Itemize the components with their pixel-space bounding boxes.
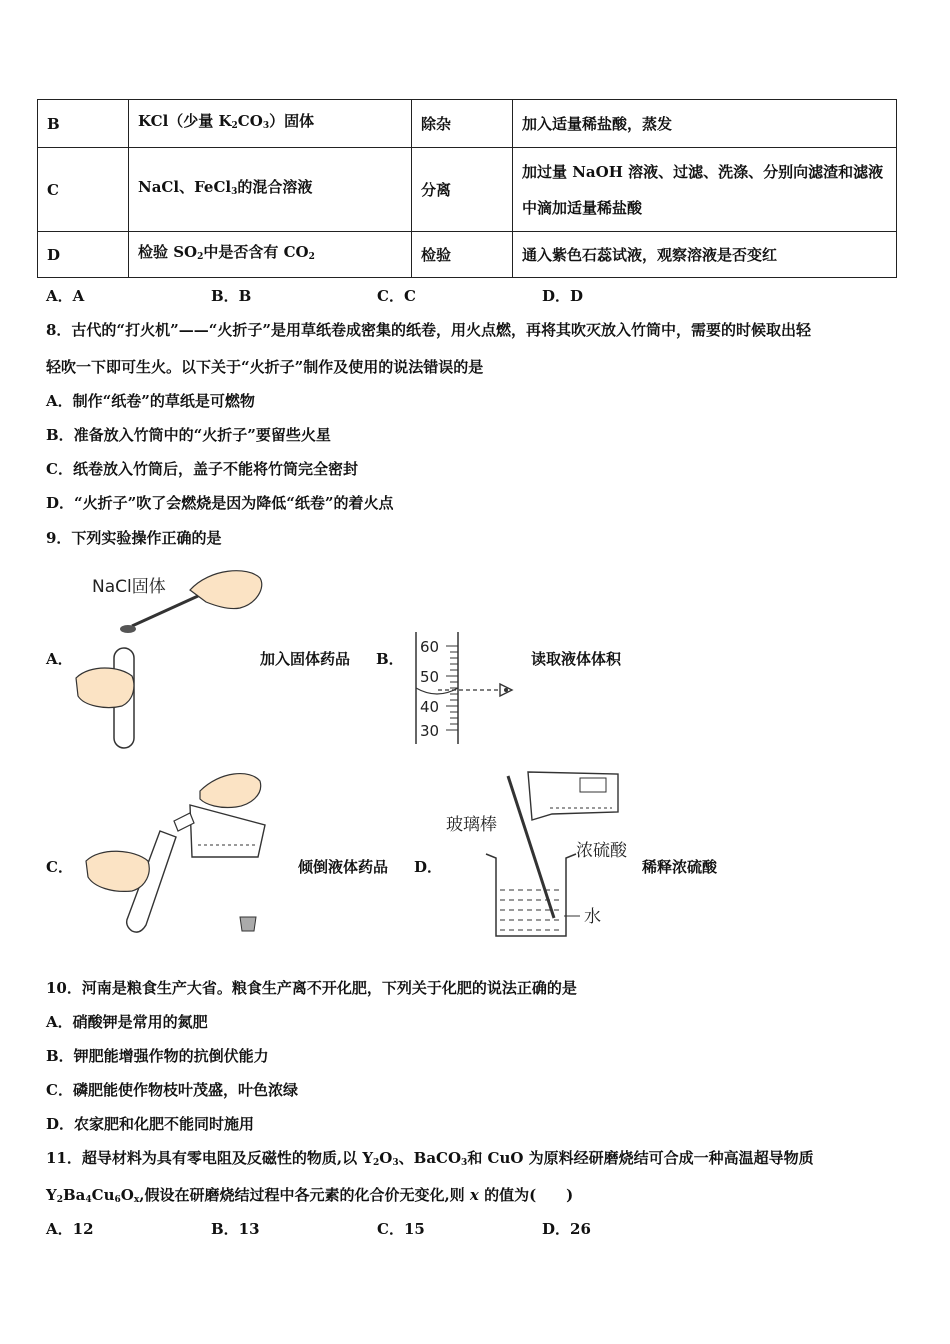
- q8-option-c[interactable]: C．纸卷放入竹筒后，盖子不能将竹筒完全密封: [46, 460, 358, 478]
- row-method: 通入紫色石蕊试液，观察溶液是否变红: [513, 232, 897, 278]
- conc-acid-label: 浓硫酸: [576, 841, 627, 861]
- water-label: 水: [584, 907, 601, 927]
- q9-c-letter[interactable]: C．: [46, 858, 73, 876]
- row-letter: C: [38, 148, 129, 232]
- q7-choice-b[interactable]: B．B: [211, 287, 252, 305]
- q9-c-caption: 倾倒液体药品: [298, 858, 389, 876]
- spoon-icon: [132, 596, 198, 626]
- table-row: [38, 232, 897, 278]
- q11-choice-d[interactable]: D．26: [542, 1220, 591, 1238]
- row-method: 加过量 NaOH 溶液、过滤、洗涤、分别向滤渣和滤液 中滴加适量稀盐酸: [513, 148, 897, 232]
- row-letter: D: [38, 232, 129, 278]
- stopper-icon: [240, 917, 256, 931]
- reagent-bottle-icon: [190, 805, 265, 857]
- pour-liquid-figure: [80, 765, 280, 940]
- hand-icon: [86, 851, 149, 891]
- q9-stem: 9．下列实验操作正确的是: [46, 529, 222, 547]
- hand-icon: [200, 774, 261, 808]
- table-row: [38, 100, 897, 148]
- q10-option-b[interactable]: B．钾肥能增强作物的抗倒伏能力: [46, 1047, 269, 1065]
- hand-icon: [190, 571, 262, 609]
- hand-icon: [76, 668, 134, 708]
- q8-stem-line1: 8．古代的“打火机”——“火折子”是用草纸卷成密集的纸卷，用火点燃，再将其吹灭放入竹筒中，需要的时候取出轻: [46, 321, 811, 339]
- q9-a-caption: 加入固体药品: [260, 650, 351, 668]
- row-purpose: 检验: [412, 232, 513, 278]
- q11-choice-b[interactable]: B．13: [211, 1220, 260, 1238]
- options-table: [37, 99, 897, 278]
- q10-option-d[interactable]: D．农家肥和化肥不能同时施用: [46, 1115, 255, 1133]
- row-item: KCl（少量 $K_2CO_3$）固体: [129, 100, 412, 148]
- q11-stem-line2: $Y_2Ba_4Cu_6O_x$,假设在研磨烧结过程中各元素的化合价无变化,则 x 的值为( ): [46, 1186, 574, 1205]
- dilute-acid-figure: [440, 768, 640, 940]
- bottle-label-icon: [580, 778, 606, 792]
- row-item: 检验 $SO_2$中是否含有 $CO_2$: [129, 232, 412, 278]
- q7-choice-c[interactable]: C．C: [377, 287, 416, 305]
- spoon-bowl-icon: [120, 625, 136, 633]
- q11-choice-a[interactable]: A．12: [46, 1220, 94, 1238]
- q8-stem-line2: 轻吹一下即可生火。以下关于“火折子”制作及使用的说法错误的是: [46, 358, 484, 376]
- tick-label: 40: [420, 698, 440, 716]
- q9-d-caption: 稀释浓硫酸: [642, 858, 718, 876]
- q7-choice-a[interactable]: A．A: [46, 287, 85, 305]
- q10-option-a[interactable]: A．硝酸钾是常用的氮肥: [46, 1013, 208, 1031]
- row-purpose: 除杂: [412, 100, 513, 148]
- row-method: 加入适量稀盐酸，蒸发: [513, 100, 897, 148]
- tick-label: 50: [420, 668, 440, 686]
- nacl-solid-label: NaCl固体: [92, 577, 166, 597]
- q9-d-letter[interactable]: D．: [414, 858, 443, 876]
- row-item: NaCl、FeCl$_3$的混合溶液: [129, 148, 412, 232]
- tick-label: 30: [420, 722, 440, 740]
- add-solid-figure: [70, 560, 270, 755]
- meniscus-icon: [416, 688, 458, 694]
- q7-choice-d[interactable]: D．D: [542, 287, 584, 305]
- glass-rod-label: 玻璃棒: [446, 815, 497, 835]
- q11-choice-c[interactable]: C．15: [377, 1220, 425, 1238]
- q11-stem-line1: 11．超导材料为具有零电阻及反磁性的物质,以 $Y_2O_3$、BaCO$_3$和 CuO 为原料经研磨烧结可合成一种高温超导物质: [46, 1149, 814, 1168]
- q9-b-letter[interactable]: B．: [376, 650, 404, 668]
- q10-option-c[interactable]: C．磷肥能使作物枝叶茂盛，叶色浓绿: [46, 1081, 298, 1099]
- beaker-icon: [486, 854, 576, 936]
- q9-b-caption: 读取液体体积: [531, 650, 622, 668]
- graduated-cylinder-figure: [404, 628, 534, 748]
- row-letter: B: [38, 100, 129, 148]
- q8-option-a[interactable]: A．制作“纸卷”的草纸是可燃物: [46, 392, 255, 410]
- q8-option-b[interactable]: B．准备放入竹筒中的“火折子”要留些火星: [46, 426, 331, 444]
- q10-stem: 10．河南是粮食生产大省。粮食生产离不开化肥，下列关于化肥的说法正确的是: [46, 979, 577, 997]
- q9-a-letter[interactable]: A．: [46, 650, 73, 668]
- row-purpose: 分离: [412, 148, 513, 232]
- table-row: [38, 148, 897, 232]
- tick-label: 60: [420, 638, 440, 656]
- q8-option-d[interactable]: D．“火折子”吹了会燃烧是因为降低“纸卷”的着火点: [46, 494, 394, 512]
